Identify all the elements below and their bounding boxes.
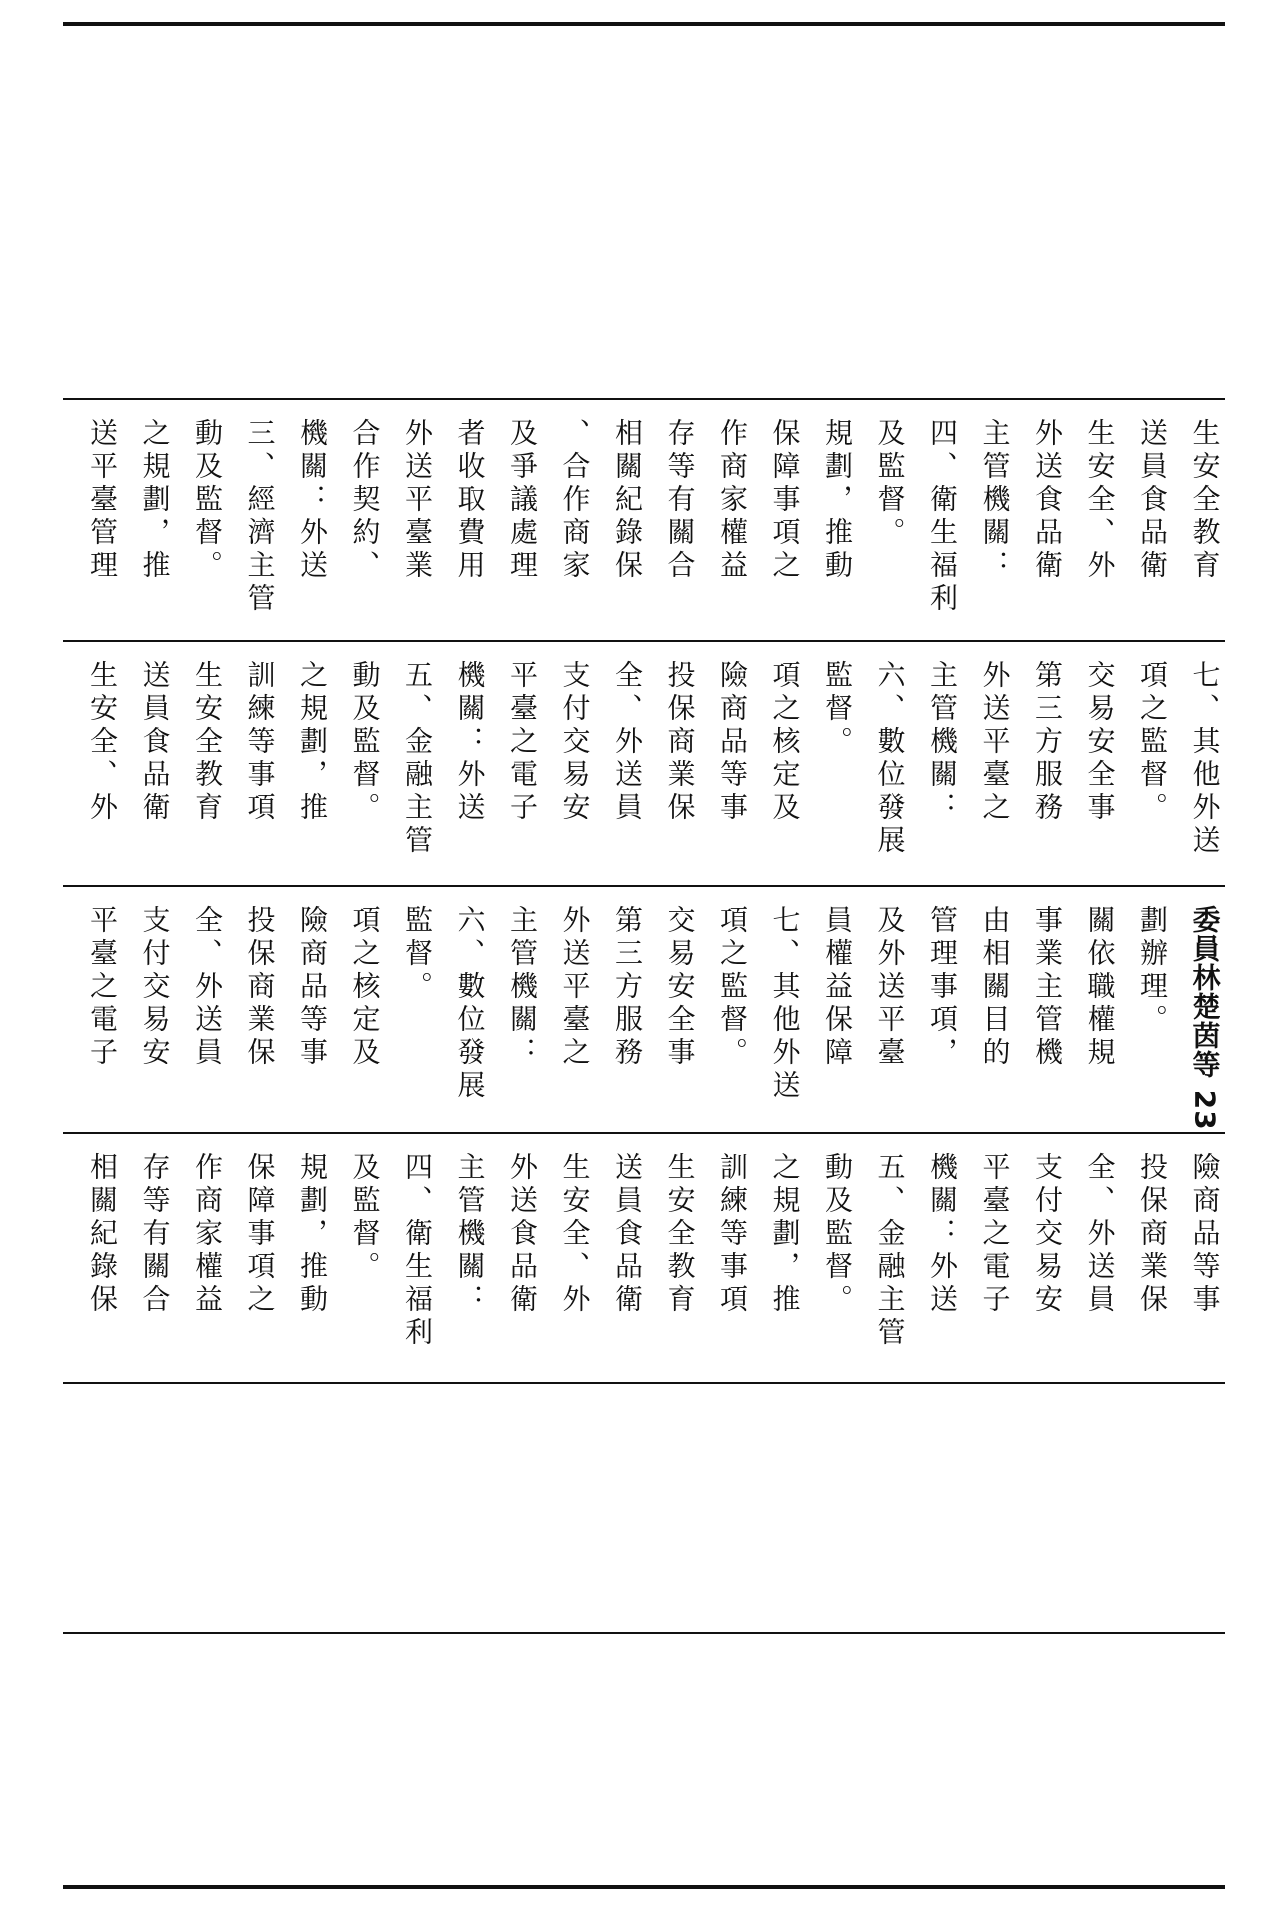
text-line: 訓練等事項 [716,1152,749,1317]
top-border-rule [63,22,1225,26]
text-line: 動及監督。 [821,1152,854,1317]
text-line: 送員食品衛 [1136,418,1169,583]
text-line: 五、金融主管 [873,1152,907,1350]
text-line: 七、其他外送 [768,905,802,1103]
text-line: 平臺之電子 [86,905,119,1070]
text-line: 外送食品衛 [506,1152,539,1317]
text-line: 六、數位發展 [453,905,487,1103]
text-line: 及外送平臺 [873,905,907,1070]
text-line: 主管機關： [978,418,1012,583]
text-line: 保障事項之 [768,418,802,583]
text-line: 及爭議處理 [506,418,539,583]
text-line: 送員食品衛 [611,1152,644,1317]
text-line: 外送平臺業 [401,418,434,583]
text-line: 主管機關： [926,660,959,825]
text-line: 項之監督。 [1136,660,1169,825]
text-section [63,1134,1225,1382]
text-line: 之規劃，推 [296,660,329,825]
text-line: 、合作商家 [558,418,592,583]
text-line: 及監督。 [873,418,907,550]
text-line: 送員食品衛 [138,660,172,825]
text-section [63,400,1225,640]
text-line: 險商品等事 [716,660,749,825]
text-line: 送平臺管理 [86,418,119,583]
text-line: 相關紀錄保 [86,1152,119,1317]
text-line: 管理事項， [926,905,959,1070]
text-line: 項之監督。 [716,905,749,1070]
text-line: 支付交易安 [558,660,592,825]
text-line: 主管機關： [453,1152,487,1317]
text-line: 生安全教育 [1188,418,1222,583]
text-line: 險商品等事 [296,905,329,1070]
text-line: 投保商業保 [663,660,697,825]
text-line: 生安全教育 [191,660,224,825]
text-section [63,642,1225,885]
text-line: 機關：外送 [296,418,329,583]
text-line: 全、外送員 [611,660,644,825]
text-line: 規劃，推動 [296,1152,329,1317]
text-line: 外送平臺之 [558,905,592,1070]
bottom-border-rule [63,1885,1225,1889]
text-line: 由相關目的 [978,905,1012,1070]
text-line: 作商家權益 [191,1152,224,1317]
text-line: 存等有關合 [663,418,697,583]
section-rule [63,1632,1225,1634]
text-line: 員權益保障 [821,905,854,1070]
text-line: 之規劃，推 [138,418,172,583]
text-line: 項之核定及 [348,905,382,1070]
text-line: 支付交易安 [1031,1152,1064,1317]
text-line: 保障事項之 [243,1152,277,1317]
text-line: 生安全、外 [1083,418,1117,583]
text-line: 項之核定及 [768,660,802,825]
text-line: 動及監督。 [348,660,382,825]
text-section [63,887,1225,1132]
text-line: 第三方服務 [1031,660,1064,825]
text-line: 外送食品衛 [1031,418,1064,583]
text-line: 第三方服務 [611,905,644,1070]
text-line: 交易安全事 [663,905,697,1070]
text-line: 關依職權規 [1083,905,1117,1070]
text-line: 全、外送員 [1083,1152,1117,1317]
text-line: 平臺之電子 [506,660,539,825]
section-rule [63,1382,1225,1384]
text-line: 四、衛生福利 [401,1152,434,1350]
text-line: 之規劃，推 [768,1152,802,1317]
text-line: 規劃，推動 [821,418,854,583]
text-line: 七、其他外送 [1188,660,1222,858]
text-line: 訓練等事項 [243,660,277,825]
text-line: 機關：外送 [926,1152,959,1317]
text-line: 及監督。 [348,1152,382,1284]
text-line: 三、經濟主管 [243,418,277,616]
text-line: 相關紀錄保 [611,418,644,583]
text-line: 平臺之電子 [978,1152,1012,1317]
text-line: 生安全教育 [663,1152,697,1317]
text-line: 支付交易安 [138,905,172,1070]
text-line: 監督。 [401,905,434,1004]
text-line: 生安全、外 [558,1152,592,1317]
text-line: 監督。 [821,660,854,759]
text-line: 劃辦理。 [1136,905,1169,1037]
text-line: 投保商業保 [1136,1152,1169,1317]
text-line: 作商家權益 [716,418,749,583]
text-line: 存等有關合 [138,1152,172,1317]
signature-line: 委員林楚茵等 23 [1188,905,1222,1131]
text-line: 五、金融主管 [401,660,434,858]
text-line: 主管機關： [506,905,539,1070]
text-line: 生安全、外 [86,660,119,825]
text-line: 六、數位發展 [873,660,907,858]
text-line: 全、外送員 [191,905,224,1070]
text-line: 動及監督。 [191,418,224,583]
text-line: 四、衛生福利 [926,418,959,616]
text-line: 交易安全事 [1083,660,1117,825]
text-line: 外送平臺之 [978,660,1012,825]
text-line: 險商品等事 [1188,1152,1222,1317]
text-line: 機關：外送 [453,660,487,825]
text-line: 者收取費用 [453,418,487,583]
text-line: 合作契約、 [348,418,382,583]
text-line: 事業主管機 [1031,905,1064,1070]
text-line: 投保商業保 [243,905,277,1070]
